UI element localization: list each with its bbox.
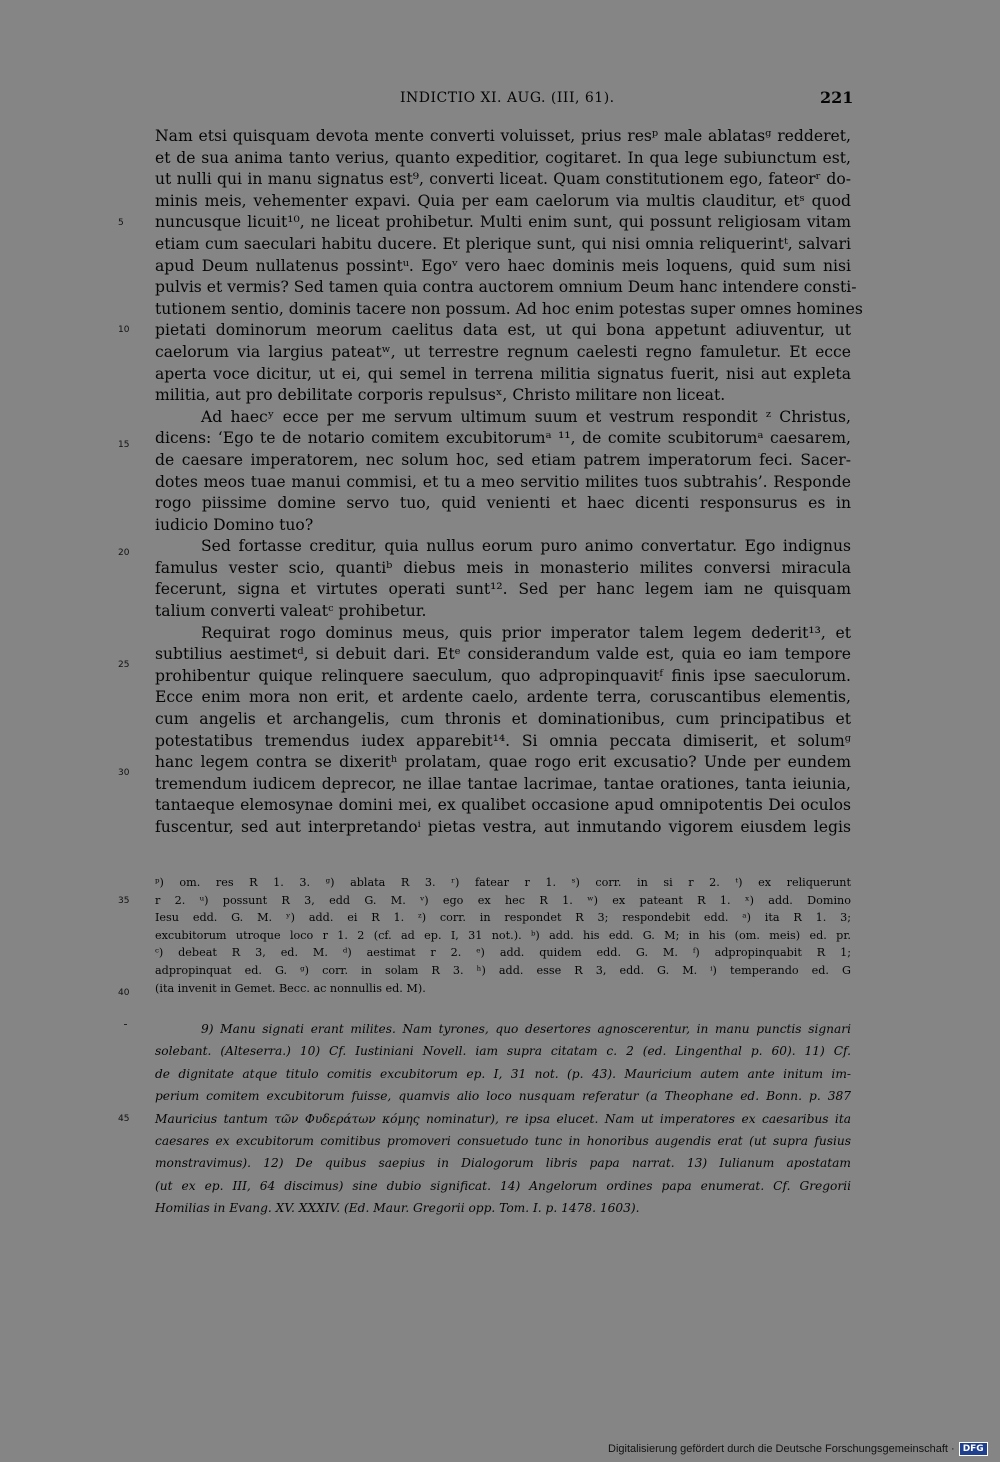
text-line: fuscentur, sed aut interpretandoⁱ pietas vestra, aut inmutando vigorem eiusdem legis bbox=[155, 818, 851, 836]
footnote-line: (ut ex ep. III, 64 discimus) sine dubio significat. 14) Angelorum ordines papa enumerat. Cf. Gregorii bbox=[155, 1178, 851, 1193]
text-line: etiam cum saeculari habitu ducere. Et plerique sunt, qui nisi omnia reliquerintᵗ, salvari bbox=[155, 234, 851, 253]
text-line: tutionem sentio, dominis tacere non possum. Ad hoc enim potestas super omnes homines bbox=[155, 299, 863, 318]
text-line: potestatibus tremendus iudex apparebit¹⁴. Si omnia peccata dimiserit, et solumᵍ bbox=[155, 731, 851, 750]
text-line: Ecce enim mora non erit, et ardente caelo, ardente terra, coruscantibus elementis, bbox=[155, 688, 851, 707]
text-line: tantaeque elemosynae domini mei, ex qualibet occasione apud omnipotentis Dei oculos bbox=[155, 796, 851, 815]
apparatus-line: ᵖ) om. res R 1. 3. ᵍ) ablata R 3. ʳ) fatear r 1. ˢ) corr. in si r 2. ᵗ) ex reliquerunt bbox=[155, 876, 851, 889]
text-line: dicens: ‘Ego te de notario comitem excubitorumᵃ ¹¹, de comite scubitorumᵃ caesarem, bbox=[155, 429, 851, 448]
text-line: militia, aut pro debilitate corporis repulsusˣ, Christo militare non liceat. bbox=[155, 386, 726, 405]
footnote-line: caesares ex excubitorum comitibus promoveri consuetudo tunc in honoribus augendis erat (ut supra fusius bbox=[155, 1133, 851, 1148]
footnote-line: 9) Manu signati erant milites. Nam tyrones, quo desertores agnoscerentur, in manu punctis signari bbox=[201, 1022, 851, 1036]
footnote-line: perium comitem excubitorum fuisse, quamvis alio loco nusquam referatur (a Theophane ed. Bonn. p. 387 bbox=[155, 1089, 851, 1104]
text-line: subtilius aestimetᵈ, si debuit dari. Etᵉ considerandum valde est, quia eo iam tempore bbox=[155, 645, 851, 664]
text-line: caelorum via largius pateatʷ, ut terrestre regnum caelesti regno famuletur. Et ecce bbox=[155, 342, 851, 361]
text-line: nuncusque licuit¹⁰, ne liceat prohibetur. Multi enim sunt, qui possunt religiosam vitam bbox=[155, 213, 851, 232]
apparatus-line: (ita invenit in Gemet. Becc. ac nonnullis ed. M). bbox=[155, 981, 426, 995]
main-text-body bbox=[155, 126, 863, 839]
text-line: iudicio Domino tuo? bbox=[155, 515, 314, 534]
text-line: rogo piissime domine servo tuo, quid venienti et haec dicenti responsurus es in bbox=[155, 494, 851, 513]
line-number: 30 bbox=[118, 768, 130, 778]
apparatus-line: adpropinquat ed. G. ᵍ) corr. in solam R 3. ʰ) add. esse R 3, edd. G. M. ⁱ) temperando ed. G bbox=[155, 963, 851, 977]
text-line: prohibentur quique relinquere saeculum, quo adpropinquavitᶠ finis ipse saeculorum. bbox=[155, 666, 851, 685]
text-line: hanc legem contra se dixeritʰ prolatam, quae rogo erit excusatio? Unde per eundem bbox=[155, 753, 851, 772]
line-number: 5 bbox=[118, 218, 124, 228]
line-number: 15 bbox=[118, 440, 130, 450]
text-line: minis meis, vehementer expavi. Quia per eam caelorum via multis clauditur, etˢ quod bbox=[155, 191, 851, 210]
running-header: INDICTIO XI. AUG. (III, 61). bbox=[400, 90, 615, 106]
page-number: 221 bbox=[820, 88, 854, 107]
critical-apparatus bbox=[155, 874, 851, 997]
funding-credit bbox=[608, 1442, 988, 1456]
footnote-line: Homilias in Evang. XV. XXXIV. (Ed. Maur. Gregorii opp. Tom. I. p. 1478. 1603). bbox=[155, 1201, 640, 1216]
text-line: Sed fortasse creditur, quia nullus eorum puro animo convertatur. Ego indignus bbox=[201, 537, 851, 556]
text-line: famulus vester scio, quantiᵇ diebus meis in monasterio milites conversi miracula bbox=[155, 558, 851, 577]
apparatus-line: ᶜ) debeat R 3, ed. M. ᵈ) aestimat r 2. ᵉ) add. quidem edd. G. M. ᶠ) adpropinquabit R 1; bbox=[155, 946, 851, 960]
text-line: ut nulli qui in manu signatus est⁹, converti liceat. Quam constitutionem ego, fateorʳ do- bbox=[155, 170, 851, 189]
text-line: Nam etsi quisquam devota mente converti voluisset, prius resᵖ male ablatasᵍ redderet, bbox=[155, 127, 851, 145]
text-line: Requirat rogo dominus meus, quis prior imperator talem legem dederit¹³, et bbox=[201, 623, 851, 642]
text-line: talium converti valeatᶜ prohibetur. bbox=[155, 602, 427, 621]
text-line: et de sua anima tanto verius, quanto expeditior, cogitaret. In qua lege subiunctum est, bbox=[155, 148, 851, 167]
text-line: fecerunt, signa et virtutes operati sunt¹². Sed per hanc legem iam ne quisquam bbox=[155, 580, 851, 599]
text-line: de caesare imperatorem, nec solum hoc, sed etiam patrem imperatorum feci. Sacer- bbox=[155, 450, 851, 469]
line-number: 25 bbox=[118, 660, 130, 670]
footnotes bbox=[155, 1018, 851, 1220]
text-line: dotes meos tuae manui commisi, et tu a meo servitio milites tuos subtrahis’. Responde bbox=[155, 472, 851, 491]
text-line: tremendum iudicem deprecor, ne illae tantae lacrimae, tantae orationes, tanta ieiunia, bbox=[155, 774, 851, 793]
text-line: cum angelis et archangelis, cum thronis et dominationibus, cum principatibus et bbox=[155, 710, 851, 729]
line-number: 20 bbox=[118, 548, 130, 558]
apparatus-line: Iesu edd. G. M. ʸ) add. ei R 1. ᶻ) corr. in respondet R 3; respondebit edd. ᵃ) ita R 1. 3; bbox=[155, 911, 851, 925]
line-number: 35 bbox=[118, 896, 130, 906]
apparatus-line: r 2. ᵘ) possunt R 3, edd G. M. ᵛ) ego ex hec R 1. ʷ) ex pateant R 1. ˣ) add. Domino bbox=[155, 893, 851, 907]
line-number: 40 bbox=[118, 988, 130, 998]
text-line: aperta voce dicitur, ut ei, qui semel in terrena militia signatus fuerit, nisi aut expleta bbox=[155, 364, 851, 383]
text-line: pulvis et vermis? Sed tamen quia contra auctorem omnium Deum hanc intendere consti- bbox=[155, 278, 857, 297]
apparatus-line: excubitorum utroque loco r 1. 2 (cf. ad ep. I, 31 not.). ᵇ) add. his edd. G. M; in his (om. meis) ed. pr. bbox=[155, 928, 851, 942]
footnote-line: de dignitate atque titulo comitis excubitorum ep. I, 31 not. (p. 43). Mauricium autem ante initum im- bbox=[155, 1066, 851, 1081]
text-line: apud Deum nullatenus possintᵘ. Egoᵛ vero haec dominis meis loquens, quid sum nisi bbox=[155, 256, 851, 275]
line-number: 10 bbox=[118, 325, 130, 335]
footnote-line: solebant. (Alteserra.) 10) Cf. Iustiniani Novell. iam supra citatam c. 2 (ed. Lingenthal p. 60). 11) Cf. bbox=[155, 1044, 851, 1059]
footnote-line: Mauricius tantum τῶν Φυδεράτων κόμης nominatur), re ipsa elucet. Nam ut imperatores ex caesaribus ita bbox=[155, 1111, 851, 1126]
margin-mark bbox=[124, 1024, 127, 1025]
funding-credit-text: Digitalisierung gefördert durch die Deutsche Forschungsgemeinschaft · bbox=[608, 1443, 955, 1455]
text-line: Ad haecʸ ecce per me servum ultimum suum et vestrum respondit ᶻ Christus, bbox=[201, 407, 851, 426]
footnote-line: monstravimus). 12) De quibus saepius in Dialogorum libris papa narrat. 13) Iulianum apostatam bbox=[155, 1156, 851, 1171]
dfg-logo-icon: DFG bbox=[959, 1442, 988, 1456]
text-line: pietati dominorum meorum caelitus data est, ut qui bona appetunt adiuventur, ut bbox=[155, 321, 851, 340]
line-number: 45 bbox=[118, 1114, 130, 1124]
